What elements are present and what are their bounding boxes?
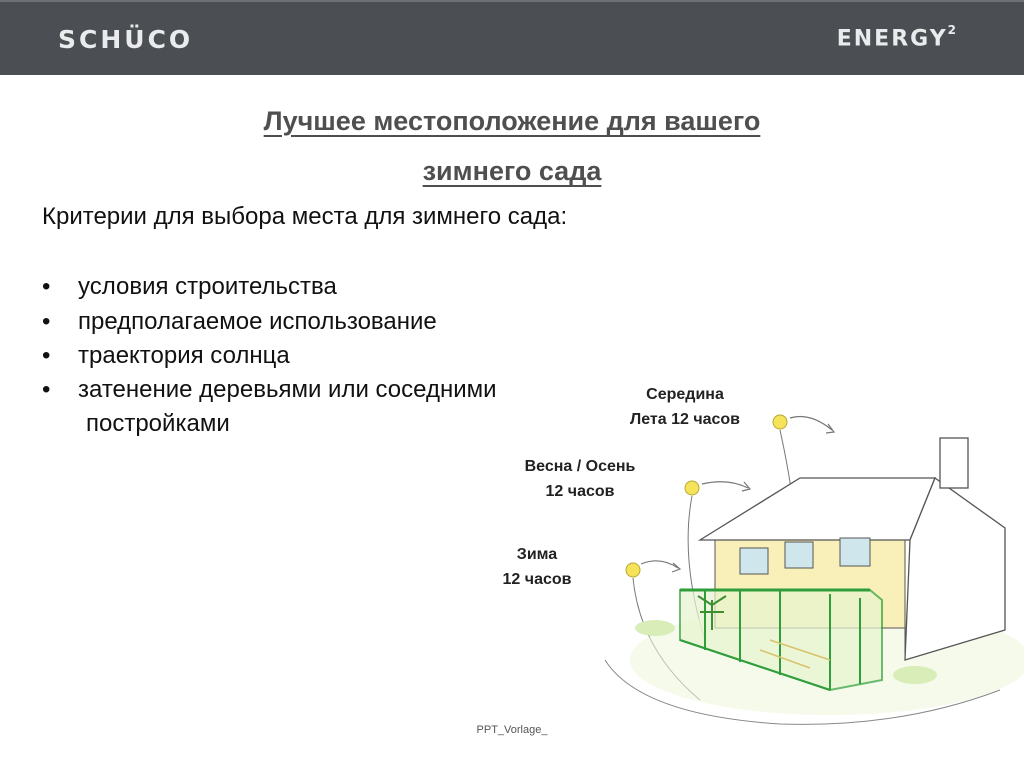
bullet-continuation: постройками: [86, 410, 230, 437]
summer-sun-label: Середина Лета 12 часов: [629, 386, 741, 428]
energy-logo: ENERGY$^2$: [836, 23, 958, 52]
bullet-item: • условия строительства: [42, 273, 337, 300]
criteria-heading: Критерии для выбора места для зимнего сада:: [42, 203, 568, 230]
slide-title-line1: Лучшее местоположение для вашего: [263, 106, 761, 136]
spring-autumn-sun-label: Весна / Осень 12 часов: [524, 458, 636, 500]
schuco-logo: SCHÜCO: [58, 25, 194, 54]
bullet-item: • затенение деревьями или соседними: [42, 376, 497, 403]
winter-sun-label: Зима 12 часов: [502, 546, 572, 588]
bullet-item: • траектория солнца: [42, 342, 290, 369]
bullet-item: • предполагаемое использование: [42, 308, 437, 335]
winter-sun-icon: [626, 563, 640, 577]
spring-sun-icon: [685, 481, 699, 495]
summer-sun-icon: [773, 415, 787, 429]
footer-template-name: PPT_Vorlage_: [476, 724, 548, 736]
slide-title-line2: зимнего сада: [422, 156, 602, 186]
